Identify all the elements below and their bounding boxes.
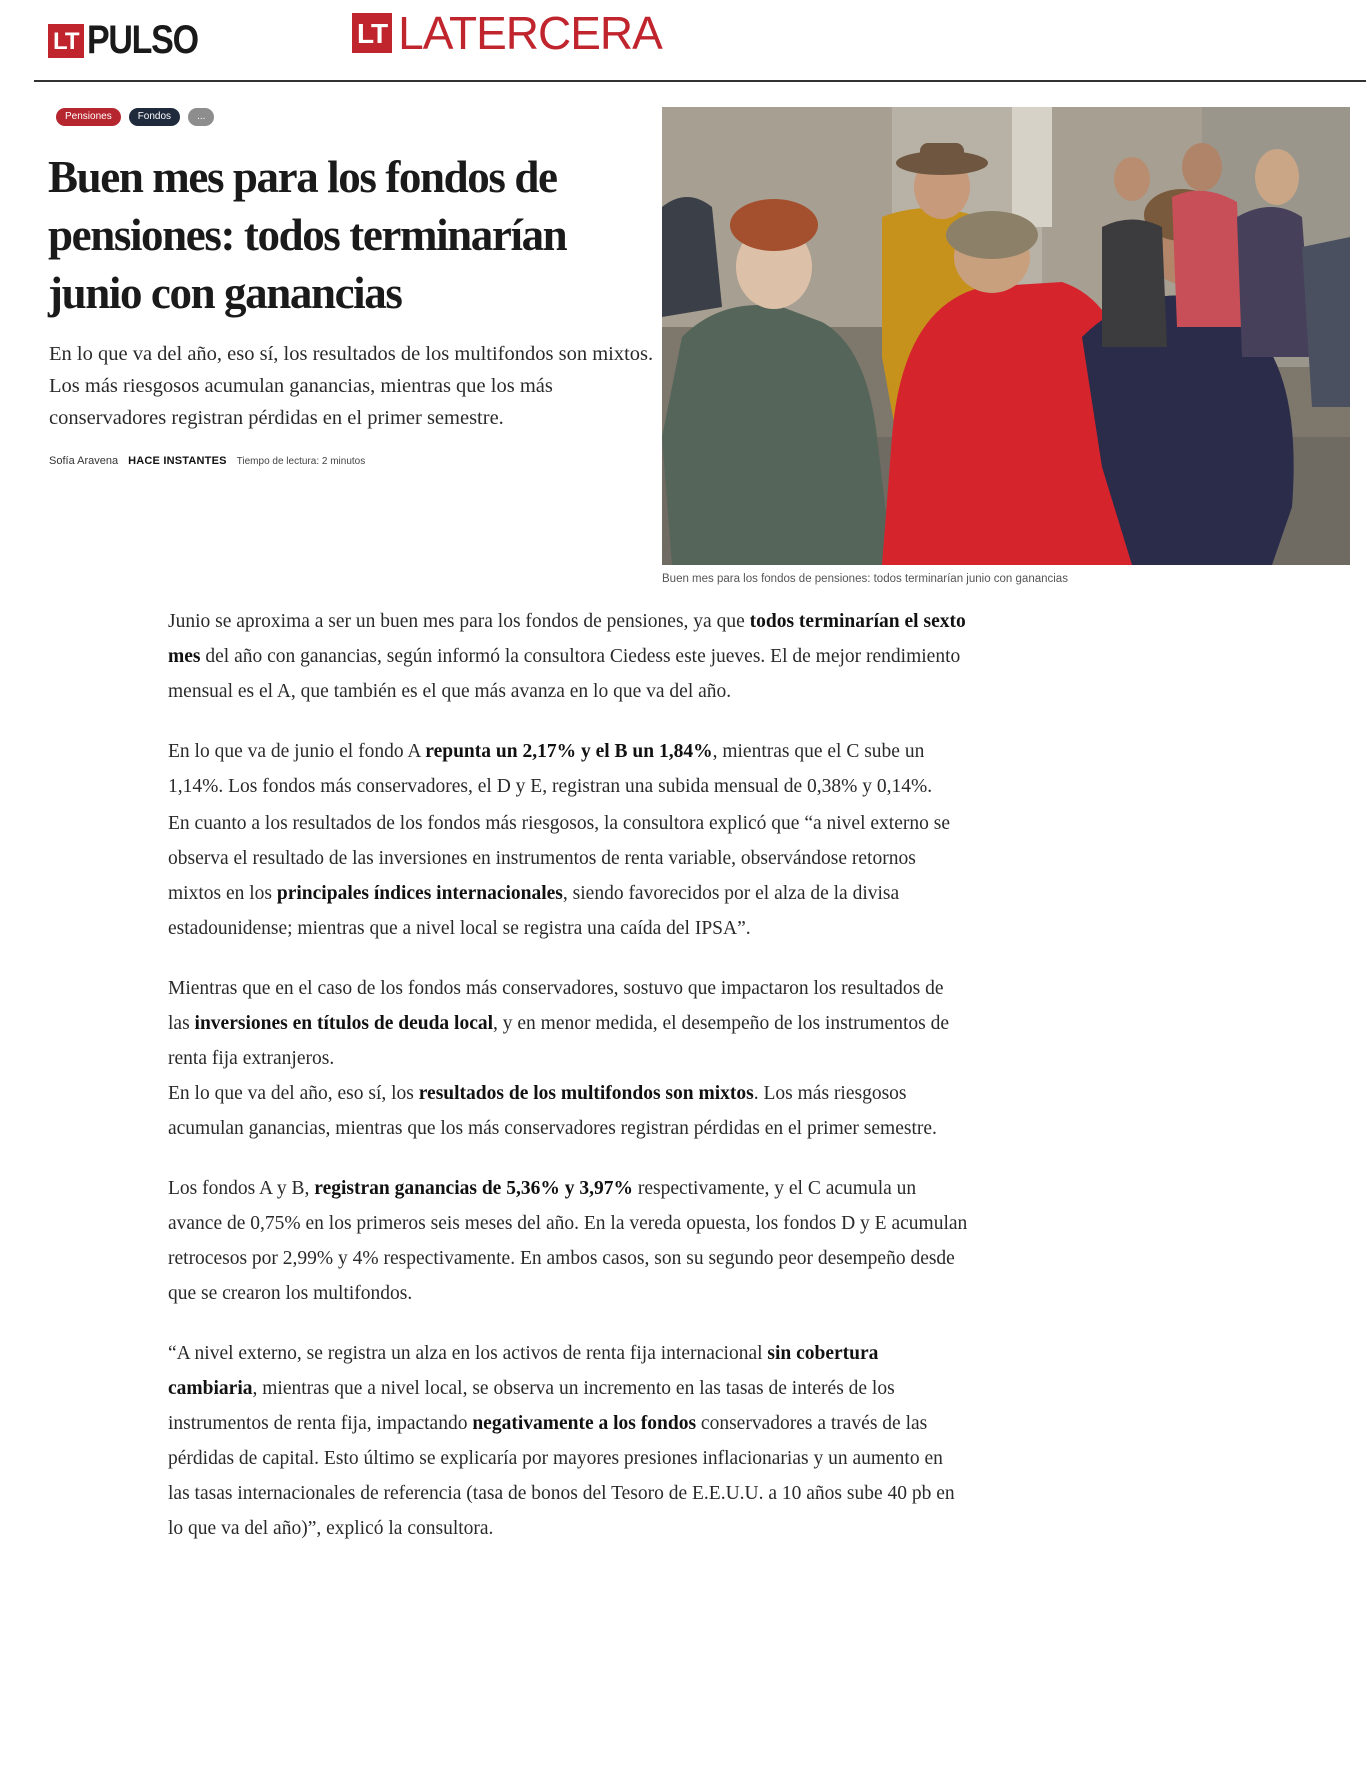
article-paragraph: [168, 806, 968, 946]
paragraph-text: del año con ganancias, según informó la consultora Ciedess este jueves. El de mejor rendimiento mensual es el A, que también es el que más avanza en lo que va del año.: [168, 646, 961, 702]
paragraph-text: , siendo favorecidos por el alza de la divisa estadounidense; mientras que a nivel local se registra una caída del IPSA”.: [168, 883, 900, 939]
article-photo: [662, 107, 1350, 565]
paragraph-text: , mientras que el C sube un 1,14%. Los fondos más conservadores, el D y E, registran una subida mensual de 0,38% y 0,14%.: [168, 741, 933, 797]
latercera-logo[interactable]: [352, 6, 662, 60]
pulso-logo-name: PULSO: [86, 18, 198, 62]
article-paragraph: [168, 1336, 968, 1546]
paragraph-bold-text: inversiones en títulos de deuda local: [194, 1013, 494, 1034]
paragraph-text: Junio se aproxima a ser un buen mes para los fondos de pensiones, ya que: [168, 611, 750, 632]
paragraph-text: . Los más riesgosos acumulan ganancias, mientras que los más conservadores registran pérdidas en el primer semestre.: [168, 1083, 937, 1139]
pulso-logo[interactable]: [48, 18, 217, 63]
article-body: [168, 604, 968, 1546]
tag-more[interactable]: ...: [188, 108, 214, 126]
paragraph-bold-text: resultados de los multifondos son mixtos: [418, 1083, 754, 1104]
latercera-logo-mark: LT: [352, 13, 392, 53]
header-divider: [34, 80, 1366, 82]
paragraph-text: respectivamente, y el C acumula un avance de 0,75% en los primeros seis meses del año. En la vereda opuesta, los fondos D y E acumulan retrocesos por 2,99% y 4% respectivamente. En ambos casos, son su segundo peor desempeño desde que se crearon los multifondos.: [168, 1178, 968, 1304]
paragraph-text: conservadores a través de las pérdidas de capital. Esto último se explicaría por mayores presiones inflacionarias y un aumento en las tasas internacionales de referencia (tasa de bonos del Tesoro de E.E.U.U. a 10 años sube 40 pb en lo que va del año)”, explicó la consultora.: [168, 1413, 955, 1539]
pulso-logo-mark: LT: [48, 24, 84, 58]
paragraph-text: “A nivel externo, se registra un alza en los activos de renta fija internacional: [168, 1343, 768, 1364]
paragraph-text: , y en menor medida, el desempeño de los instrumentos de renta fija extranjeros.: [168, 1013, 950, 1069]
site-header: [0, 0, 1366, 82]
article-paragraph: [168, 1171, 968, 1311]
tag-fondos[interactable]: Fondos: [129, 108, 180, 126]
paragraph-bold-text: principales índices internacionales: [276, 883, 563, 904]
latercera-logo-name: LATERCERA: [398, 7, 662, 59]
paragraph-text: En cuanto a los resultados de los fondos más riesgosos, la consultora explicó que “a nivel externo se observa el resultado de las inversiones en instrumentos de renta variable, observándose retornos mixtos en los: [168, 813, 950, 904]
topic-tags: [56, 108, 214, 126]
author-link[interactable]: Sofía Aravena: [49, 455, 119, 467]
photo-caption: Buen mes para los fondos de pensiones: todos terminarían junio con ganancias: [662, 573, 1068, 585]
article-paragraph: [168, 1076, 968, 1146]
publish-time: HACE INSTANTES: [128, 455, 227, 467]
article-headline: Buen mes para los fondos de pensiones: todos terminarían junio con ganancias: [48, 152, 567, 318]
paragraph-text: En lo que va del año, eso sí, los: [168, 1083, 419, 1104]
article-paragraph: [168, 734, 968, 804]
paragraph-text: , mientras que a nivel local, se observa un incremento en las tasas de interés de los instrumentos de renta fija, impactando: [168, 1378, 895, 1434]
reading-time: Tiempo de lectura: 2 minutos: [236, 456, 366, 467]
article-paragraph: [168, 604, 968, 709]
paragraph-bold-text: negativamente a los fondos: [472, 1413, 697, 1434]
article-paragraph: [168, 971, 968, 1076]
paragraph-bold-text: todos terminarían el sexto mes: [168, 611, 966, 667]
paragraph-text: Los fondos A y B,: [168, 1178, 315, 1199]
paragraph-bold-text: sin cobertura cambiaria: [168, 1343, 879, 1399]
paragraph-bold-text: registran ganancias de 5,36% y 3,97%: [314, 1178, 633, 1199]
paragraph-bold-text: repunta un 2,17% y el B un 1,84%: [425, 741, 713, 762]
byline: [49, 455, 365, 467]
paragraph-text: Mientras que en el caso de los fondos más conservadores, sostuvo que impactaron los resultados de las: [168, 978, 944, 1034]
article-dek: En lo que va del año, eso sí, los resultados de los multifondos son mixtos. Los más riesgosos acumulan ganancias, mientras que los más conservadores registran pérdidas en el primer semestre.: [49, 343, 654, 429]
tag-pensiones[interactable]: Pensiones: [56, 108, 121, 126]
paragraph-text: En lo que va de junio el fondo A: [168, 741, 426, 762]
